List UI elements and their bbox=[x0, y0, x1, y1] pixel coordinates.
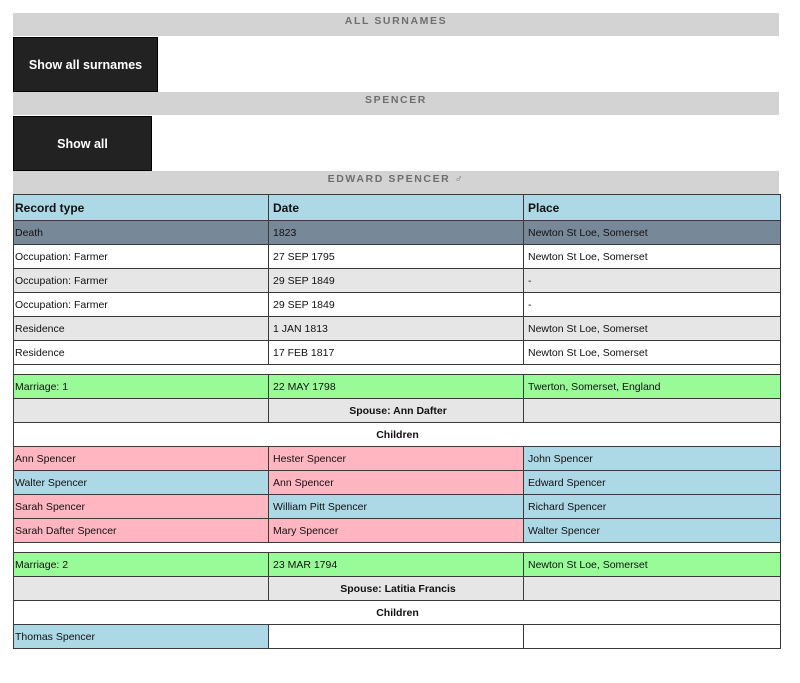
marriage-label-cell: Marriage: 2 bbox=[14, 553, 269, 577]
column-header-date: Date bbox=[269, 195, 524, 221]
record-date-cell: 29 SEP 1849 bbox=[269, 293, 524, 317]
table-row bbox=[14, 317, 781, 341]
table-row-death bbox=[14, 221, 781, 245]
table-row bbox=[14, 245, 781, 269]
empty-cell bbox=[524, 577, 781, 601]
marriage-label-cell: Marriage: 1 bbox=[14, 375, 269, 399]
show-all-surnames-button[interactable]: Show all surnames bbox=[13, 37, 158, 92]
children-row bbox=[14, 519, 781, 543]
show-all-button[interactable]: Show all bbox=[13, 116, 152, 171]
section-header-person: EDWARD SPENCER ♂ bbox=[13, 171, 779, 194]
child-cell-male: Walter Spencer bbox=[14, 471, 269, 495]
children-row bbox=[14, 495, 781, 519]
spouse-name-cell: Spouse: Latitia Francis bbox=[269, 577, 524, 601]
section-header-spencer: SPENCER bbox=[13, 92, 779, 115]
child-cell-male: Walter Spencer bbox=[524, 519, 781, 543]
marriage-place-cell: Twerton, Somerset, England bbox=[524, 375, 781, 399]
spacer-row bbox=[14, 365, 781, 375]
spacer-row bbox=[14, 543, 781, 553]
record-date-cell: 29 SEP 1849 bbox=[269, 269, 524, 293]
column-header-place: Place bbox=[524, 195, 781, 221]
record-place-cell: Newton St Loe, Somerset bbox=[524, 245, 781, 269]
child-cell-female: Sarah Spencer bbox=[14, 495, 269, 519]
child-cell-male: Thomas Spencer bbox=[14, 625, 269, 649]
record-type-cell: Residence bbox=[14, 317, 269, 341]
table-header-row bbox=[14, 195, 781, 221]
record-date-cell: 27 SEP 1795 bbox=[269, 245, 524, 269]
spacer-cell bbox=[14, 543, 781, 553]
record-place-cell: Newton St Loe, Somerset bbox=[524, 317, 781, 341]
column-header-record-type: Record type bbox=[14, 195, 269, 221]
records-table bbox=[13, 194, 781, 649]
marriage-row bbox=[14, 375, 781, 399]
marriage-date-cell: 23 MAR 1794 bbox=[269, 553, 524, 577]
empty-cell bbox=[14, 577, 269, 601]
children-header: Children bbox=[14, 601, 781, 625]
empty-cell bbox=[269, 625, 524, 649]
table-row bbox=[14, 293, 781, 317]
record-type-cell: Occupation: Farmer bbox=[14, 293, 269, 317]
record-date-cell: 17 FEB 1817 bbox=[269, 341, 524, 365]
children-header: Children bbox=[14, 423, 781, 447]
spouse-row bbox=[14, 577, 781, 601]
children-header-row bbox=[14, 601, 781, 625]
record-type-cell: Death bbox=[14, 221, 269, 245]
children-row bbox=[14, 471, 781, 495]
record-type-cell: Residence bbox=[14, 341, 269, 365]
empty-cell bbox=[524, 399, 781, 423]
children-header-row bbox=[14, 423, 781, 447]
record-place-cell: - bbox=[524, 269, 781, 293]
section-header-all-surnames: ALL SURNAMES bbox=[13, 13, 779, 36]
record-place-cell: Newton St Loe, Somerset bbox=[524, 341, 781, 365]
record-place-cell: Newton St Loe, Somerset bbox=[524, 221, 781, 245]
child-cell-male: John Spencer bbox=[524, 447, 781, 471]
empty-cell bbox=[524, 625, 781, 649]
marriage-place-cell: Newton St Loe, Somerset bbox=[524, 553, 781, 577]
record-place-cell: - bbox=[524, 293, 781, 317]
child-cell-female: Ann Spencer bbox=[269, 471, 524, 495]
children-row bbox=[14, 625, 781, 649]
table-row bbox=[14, 341, 781, 365]
record-type-cell: Occupation: Farmer bbox=[14, 269, 269, 293]
empty-cell bbox=[14, 399, 269, 423]
child-cell-female: Hester Spencer bbox=[269, 447, 524, 471]
child-cell-male: Edward Spencer bbox=[524, 471, 781, 495]
spacer-cell bbox=[14, 365, 781, 375]
marriage-row bbox=[14, 553, 781, 577]
spouse-row bbox=[14, 399, 781, 423]
spouse-name-cell: Spouse: Ann Dafter bbox=[269, 399, 524, 423]
record-date-cell: 1 JAN 1813 bbox=[269, 317, 524, 341]
record-type-cell: Occupation: Farmer bbox=[14, 245, 269, 269]
child-cell-male: Richard Spencer bbox=[524, 495, 781, 519]
marriage-date-cell: 22 MAY 1798 bbox=[269, 375, 524, 399]
child-cell-female: Ann Spencer bbox=[14, 447, 269, 471]
record-date-cell: 1823 bbox=[269, 221, 524, 245]
table-row bbox=[14, 269, 781, 293]
child-cell-female: Mary Spencer bbox=[269, 519, 524, 543]
child-cell-female: Sarah Dafter Spencer bbox=[14, 519, 269, 543]
children-row bbox=[14, 447, 781, 471]
child-cell-male: William Pitt Spencer bbox=[269, 495, 524, 519]
